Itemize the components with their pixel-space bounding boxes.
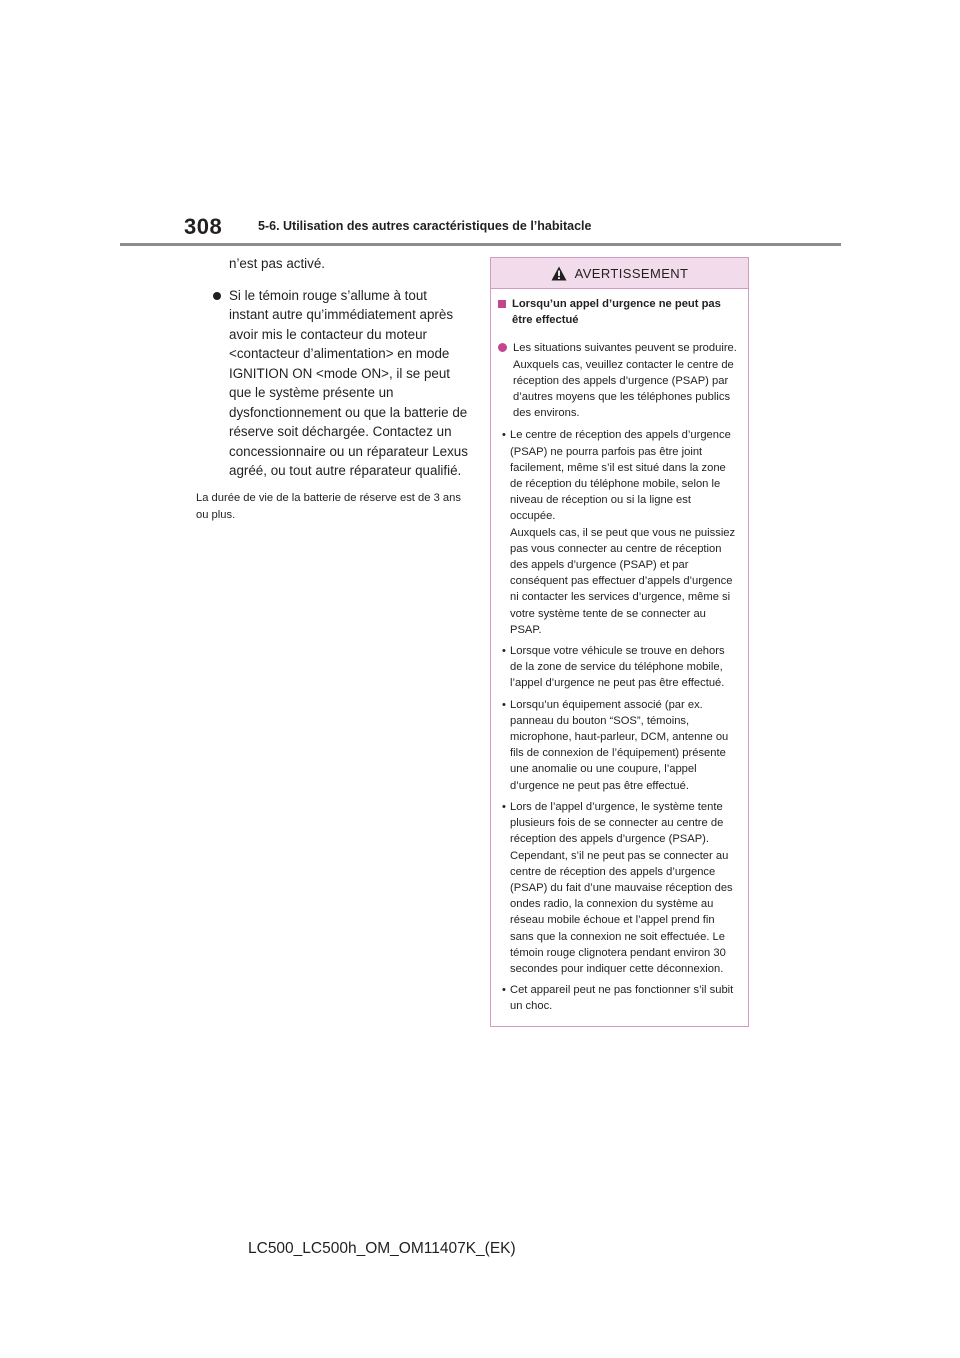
warning-intro-text: Les situations suivantes peuvent se produire. Auxquels cas, veuillez contacter le centre de réception des appels d’urgence (PSAP) par d’autres moyens que les téléphones publics des environs.	[513, 342, 737, 420]
warning-header	[491, 258, 748, 289]
warning-item-text: Lorsqu’un équipement associé (par ex. panneau du bouton “SOS”, témoins, microphone, haut-parleur, DCM, antenne ou fils de connexion de l’équipement) présente une anomalie ou une coupure, l’appel d’urgence ne peut pas être effectué.	[510, 698, 729, 792]
header-rule	[120, 243, 841, 246]
warning-intro	[498, 340, 739, 421]
warning-list-item: • Lors de l’appel d’urgence, le système tente plusieurs fois de se connecter au centre de réception des appels d’urgence (PSAP). Cependant, s’il ne peut pas se connecter au centre de réception des appels d’urgence (PSAP) du fait d’une mauvaise réception des ondes radio, la connexion du système au réseau mobile échoue et l’appel prend fin sans que la connexion ne soit effectuée. Le témoin rouge clignotera pendant environ 30 secondes pour indiquer cette déconnexion.	[498, 799, 739, 977]
warning-item-text: Lors de l’appel d’urgence, le système tente plusieurs fois de se connecter au centre de réception des appels d’urgence (PSAP). Cependant, s’il ne peut pas se connecter au centre de réception des appels d’urgence (PSAP) du fait d’une mauvaise réception des ondes radio, la connexion du système au réseau mobile échoue et l’appel prend fin sans que la connexion ne soit effectuée. Le témoin rouge clignotera pendant environ 30 secondes pour indiquer cette déconnexion.	[510, 800, 733, 975]
warning-subheading-text: Lorsqu’un appel d’urgence ne peut pas être effectué	[512, 298, 721, 327]
warning-box	[490, 257, 749, 1027]
bullet-dot-icon	[213, 292, 221, 300]
warning-item-text: Le centre de réception des appels d’urgence (PSAP) ne pourra parfois pas être joint facilement, même s’il est situé dans la zone de réception du téléphone mobile, selon le niveau de réception ou si la ligne est occupée.	[510, 429, 731, 523]
circle-bullet-icon	[498, 343, 507, 352]
section-title: 5-6. Utilisation des autres caractéristiques de l’habitacle	[258, 219, 592, 233]
warning-list-item: • Lorsque votre véhicule se trouve en dehors de la zone de service du téléphone mobile, l’appel d’urgence ne peut pas être effectué.	[498, 643, 739, 692]
warning-body	[491, 289, 748, 1015]
bullet-text: Si le témoin rouge s’allume à tout instant autre qu’immédiatement après avoir mis le contacteur du moteur <contacteur d’alimentation> en mode IGNITION ON <mode ON>, il se peut que le système présente un dysfonctionnement ou que la batterie de réserve soit déchargée. Contactez un concessionnaire ou un réparateur Lexus agréé, ou tout autre réparateur qualifié.	[229, 287, 468, 478]
warning-item-text: Lorsque votre véhicule se trouve en dehors de la zone de service du téléphone mobile, l’appel d’urgence ne peut pas être effectué.	[510, 645, 725, 690]
square-bullet-icon	[498, 300, 506, 308]
continuation-text: n’est pas activé.	[229, 256, 326, 271]
battery-note: La durée de vie de la batterie de réserve est de 3 ans ou plus.	[196, 491, 461, 521]
warning-triangle-icon	[551, 266, 567, 281]
warning-item-text: Cet appareil peut ne pas fonctionner s’il subit un choc.	[510, 984, 734, 1013]
warning-list-item: • Cet appareil peut ne pas fonctionner s’il subit un choc.	[498, 982, 739, 1014]
document-code: LC500_LC500h_OM_OM11407K_(EK)	[248, 1240, 516, 1257]
page-number: 308	[184, 214, 223, 239]
warning-list-item: • Lorsqu’un équipement associé (par ex. panneau du bouton “SOS”, témoins, microphone, haut-parleur, DCM, antenne ou fils de connexion de l’équipement) présente une anomalie ou une coupure, l’appel d’urgence ne peut pas être effectué.	[498, 697, 739, 794]
left-column	[196, 254, 468, 525]
warning-list-item: • Le centre de réception des appels d’urgence (PSAP) ne pourra parfois pas être joint facilement, même s’il est situé dans la zone de réception du téléphone mobile, selon le niveau de réception ou si la ligne est occupée. Auxquels cas, il se peut que vous ne puissiez pas vous connecter au centre de réception des appels d’urgence (PSAP) et par conséquent pas effectuer d’appels d’urgence ni contacter les services d’urgence, même si votre système tente de se connecter au PSAP.	[502, 429, 736, 636]
warning-subheading	[498, 296, 739, 328]
warning-title: AVERTISSEMENT	[574, 265, 689, 281]
warning-item-text-extra: Auxquels cas, il se peut que vous ne puissiez pas vous connecter au centre de réception des appels d’urgence (PSAP) et par conséquent pas effectuer d’appels d’urgence ni contacter les services d’urgence, même si votre système tente de se connecter au PSAP.	[510, 526, 736, 636]
warning-list	[498, 427, 739, 1014]
bullet-item	[196, 286, 468, 481]
